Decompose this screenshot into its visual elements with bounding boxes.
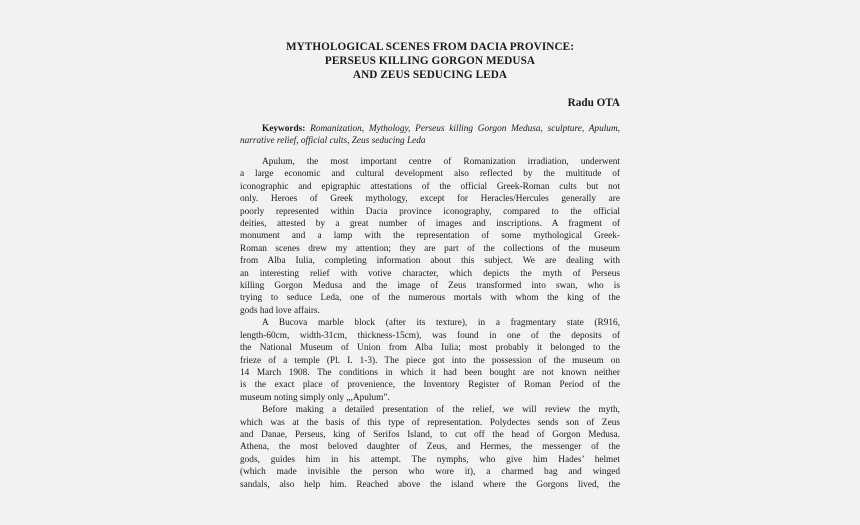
text-line: which was at the basis of this type of representation. Polydectes sends son of Zeus <box>240 417 620 428</box>
keywords-text: Romanization, Mythology, Perseus killing Gorgon Medusa, sculpture, Apulum, narrative relief, official cults, Zeus seducing Leda <box>240 124 620 147</box>
keywords-block <box>240 123 620 148</box>
text-line: (which made invisible the person who wore it), a charmed bag and winged <box>240 467 620 478</box>
text-line: an interesting relief with votive character, which depicts the myth of Perseus <box>240 268 620 279</box>
body-text <box>240 156 620 491</box>
title-line-3: AND ZEUS SEDUCING LEDA <box>352 69 508 81</box>
paragraph <box>240 404 620 491</box>
text-line: Before making a detailed presentation of the relief, we will review the myth, <box>262 405 620 416</box>
text-line: 14 March 1908. The conditions in which it had been bought are not known neither <box>240 367 620 378</box>
text-line: poorly represented within Dacia province iconography, compared to the official <box>240 206 620 217</box>
text-line: frieze of a temple (Pl. I. 1-3). The piece got into the possession of the museum on <box>240 355 620 366</box>
paper-title <box>240 40 620 82</box>
title-line-1: MYTHOLOGICAL SCENES FROM DACIA PROVINCE: <box>285 41 575 53</box>
paragraph <box>240 156 620 317</box>
paragraph <box>240 317 620 404</box>
text-line: length-60cm, width-31cm, thickness-15cm), was found in one of the deposits of <box>240 330 620 341</box>
text-line: a large economic and cultural development also reflected by the multitude of <box>240 169 620 180</box>
author-name: Radu OTA <box>567 97 620 109</box>
text-line: only. Heroes of Greek mythology, except for Heracles/Hercules generally are <box>240 194 620 205</box>
text-line: Apulum, the most important centre of Romanization irradiation, underwent <box>262 157 620 167</box>
text-line: and Danae, Perseus, king of Serifos Island, to cut off the head of Gorgon Medusa. <box>240 429 620 440</box>
text-line: killing Gorgon Medusa and the image of Zeus transformed into swan, who is <box>240 281 620 292</box>
text-line: iconographic and epigraphic attestations of the official Greek-Roman cults but not <box>240 181 620 192</box>
text-line: from Alba Iulia, completing information about this subject. We are dealing with <box>240 256 620 267</box>
text-line: the National Museum of Union from Alba Iulia; most probably it belonged to the <box>240 343 620 354</box>
text-line: gods, guides him in his attempt. The nymphs, who give him Hades’ helmet <box>240 454 620 465</box>
text-line: Roman scenes drew my attention; they are part of the collections of the museum <box>240 243 620 254</box>
text-line: deities, attested by a great number of images and inscriptions. A fragment of <box>240 219 620 230</box>
text-line: gods had love affairs. <box>240 305 320 316</box>
text-line: trying to seduce Leda, one of the numerous mortals with whom the king of the <box>240 293 620 304</box>
text-line: Athena, the most beloved daughter of Zeus, and Hermes, the messenger of the <box>240 442 620 453</box>
text-line: museum noting simply only „,Apulum”. <box>240 392 390 403</box>
title-line-2: PERSEUS KILLING GORGON MEDUSA <box>324 55 536 67</box>
keywords-label: Keywords: <box>262 124 306 134</box>
text-line: monument and a lamp with the representation of some mythological Greek- <box>240 231 620 242</box>
text-line: sandals, also help him. Reached above the island where the Gorgons lived, the <box>240 479 620 490</box>
text-line: A Bucova marble block (after its texture), in a fragmentary state (R916, <box>262 318 620 329</box>
text-line: is the exact place of provenience, the Inventory Register of Roman Period of the <box>240 380 620 391</box>
